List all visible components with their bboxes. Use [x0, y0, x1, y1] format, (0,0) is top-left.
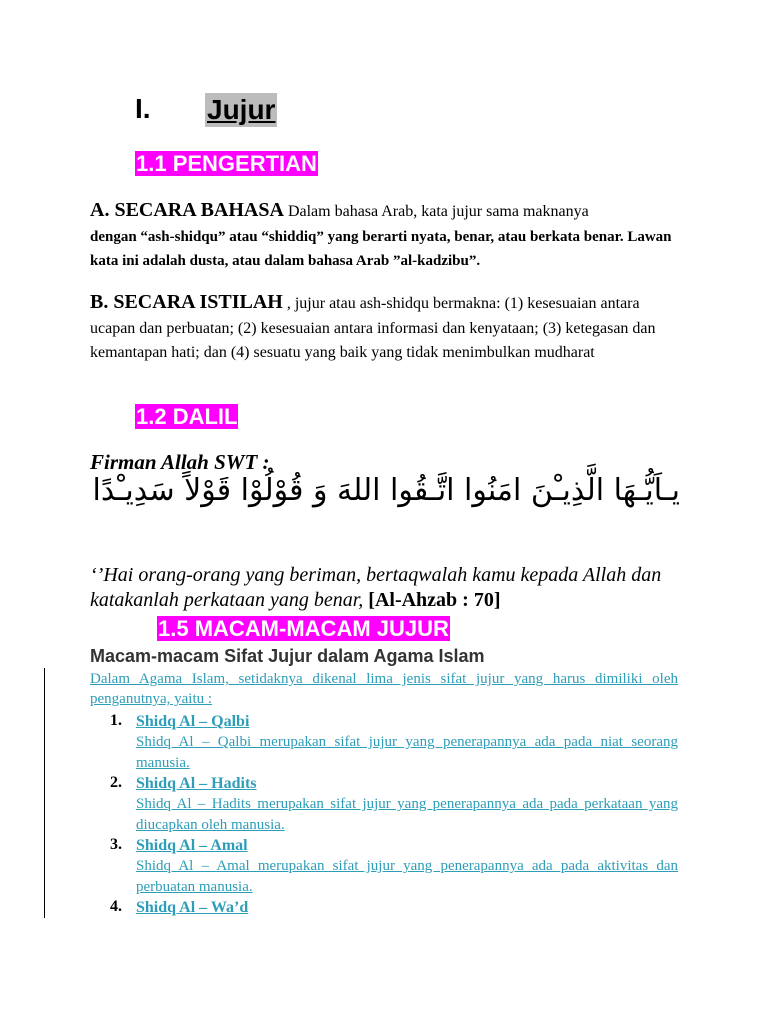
secara-bahasa-text-1: Dalam bahasa Arab, kata jujur sama maknanya — [283, 203, 589, 220]
secara-istilah-text: , jujur atau ash-shidqu bermakna: (1) kesesuaian antara ucapan dan perbuatan; (2) kesesuaian antara informasi dan kenyataan; (3) ketegasan dan kemantapan hati; dan (4) sesuatu yang baik yang tidak menimbulkan mudharat — [90, 295, 656, 361]
firman-allah-label: Firman Allah SWT : — [90, 450, 270, 474]
list-item — [90, 836, 678, 898]
verse-reference: [Al-Ahzab : 70] — [368, 589, 501, 611]
list-item-number: 1. — [110, 712, 122, 729]
chapter-number: I. — [135, 93, 151, 124]
list-item-title-link[interactable]: Shidq Al – Qalbi — [136, 713, 250, 730]
secara-istilah-paragraph — [90, 290, 680, 366]
verse-translation — [90, 563, 690, 613]
section-pengertian-heading: 1.1 PENGERTIAN — [136, 151, 317, 176]
list-item — [90, 898, 678, 918]
jenis-jujur-list — [90, 712, 678, 918]
secara-bahasa-lead: A. SECARA BAHASA — [90, 199, 284, 221]
arabic-verse: يـاَيُّـهَا الَّذِيـْنَ امَنُوا اتَّـقُوا اللهَ وَ قُوْلُوْا قَوْلاً سَدِيـْدًا — [92, 473, 680, 508]
list-item-description-link[interactable]: Shidq Al – Qalbi merupakan sifat jujur yang penerapannya ada pada niat seorang manusia. — [136, 734, 678, 771]
section-dalil-heading: 1.2 DALIL — [136, 404, 238, 429]
list-item-description-link[interactable]: Shidq Al – Hadits merupakan sifat jujur yang penerapannya ada pada perkataan yang diucapkan oleh manusia. — [136, 796, 678, 833]
margin-bar — [44, 668, 45, 918]
macam-subheading: Macam-macam Sifat Jujur dalam Agama Islam — [90, 646, 485, 666]
chapter-title: Jujur — [207, 94, 276, 125]
list-item-description-link[interactable]: Shidq Al – Amal merupakan sifat jujur yang penerapannya ada pada aktivitas dan perbuatan manusia. — [136, 858, 678, 895]
list-item-number: 3. — [110, 836, 122, 853]
list-item-number: 2. — [110, 774, 122, 791]
list-item-title-link[interactable]: Shidq Al – Amal — [136, 837, 248, 854]
secara-bahasa-text-2: dengan “ash-shidqu” atau “shiddiq” yang berarti nyata, benar, atau berkata benar. Lawan kata ini adalah dusta, atau dalam bahasa Arab ”al-kadzibu”. — [90, 228, 672, 269]
list-item-number: 4. — [110, 898, 122, 915]
list-item — [90, 774, 678, 836]
translation-text: ‘’Hai orang-orang yang beriman, bertaqwalah kamu kepada Allah dan katakanlah perkataan yang benar, — [90, 564, 662, 611]
list-item-title-link[interactable]: Shidq Al – Wa’d — [136, 899, 249, 916]
list-item-title-link[interactable]: Shidq Al – Hadits — [136, 775, 257, 792]
secara-istilah-lead: B. SECARA ISTILAH — [90, 291, 283, 313]
section-macam-jujur-heading: 1.5 MACAM-MACAM JUJUR — [158, 616, 449, 641]
macam-intro-link[interactable]: Dalam Agama Islam, setidaknya dikenal lima jenis sifat jujur yang harus dimiliki oleh penganutnya, yaitu : — [90, 671, 678, 707]
secara-bahasa-paragraph — [90, 198, 680, 274]
list-item — [90, 712, 678, 774]
